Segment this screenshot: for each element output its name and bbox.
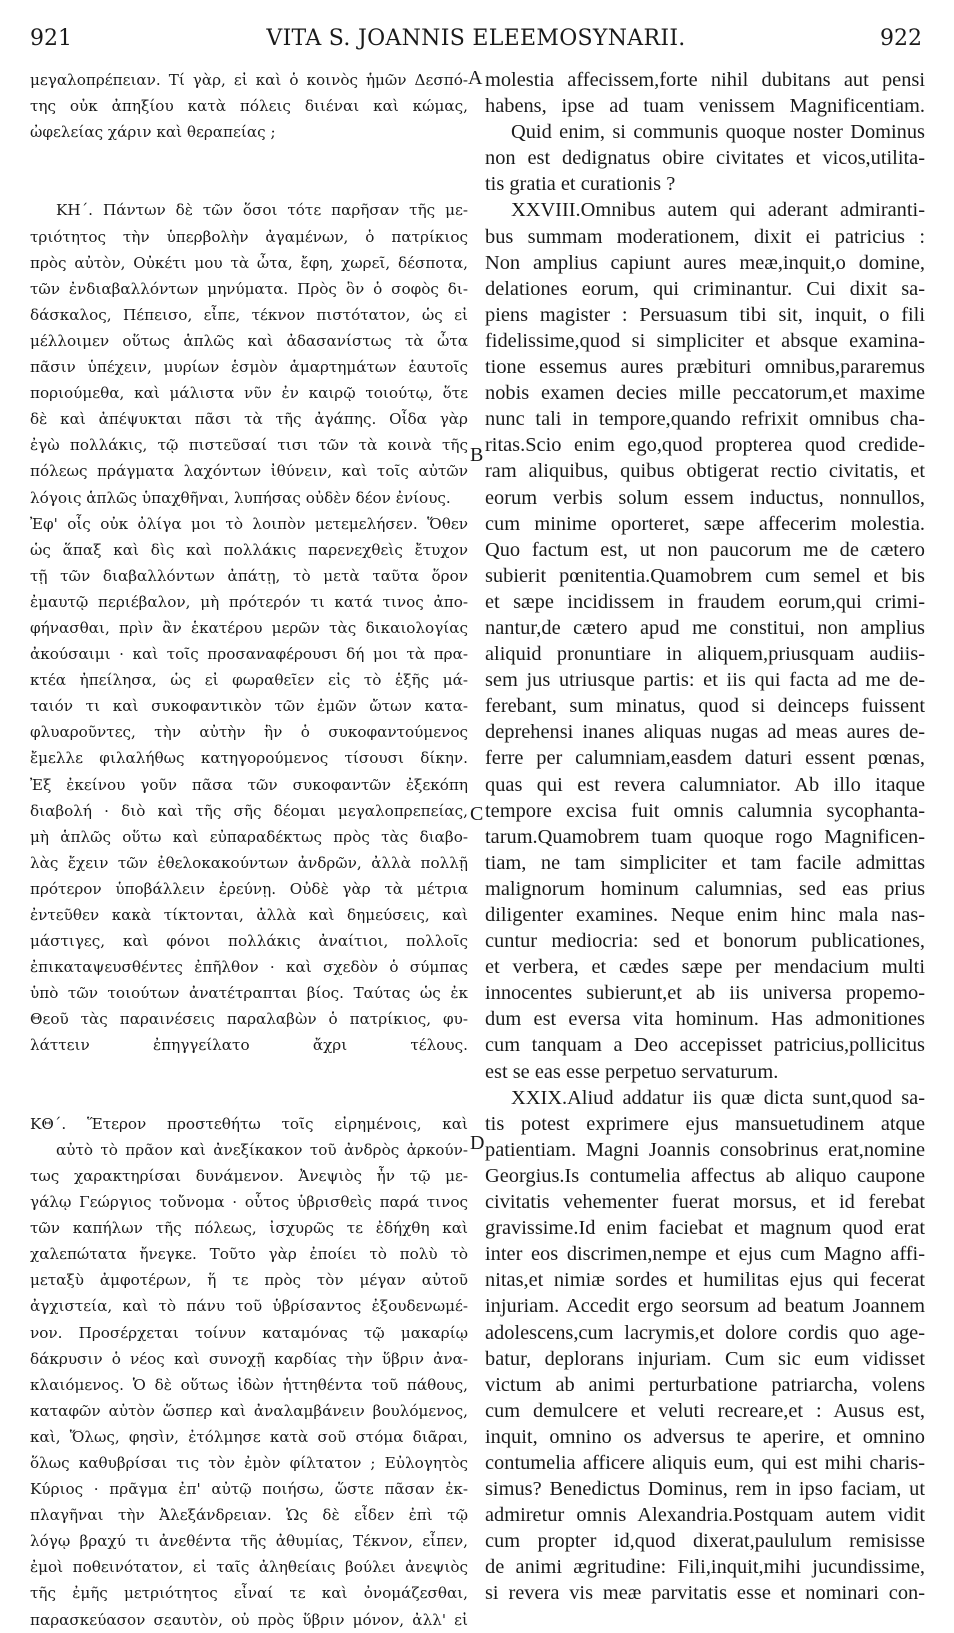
text-line: ΚΘ΄. Ἕτερον προστεθήτω τοῖς εἰρημένοις, καὶ — [30, 1114, 468, 1133]
text-line: deprehensi inanes aliquas nugas ad meas aures de- — [485, 721, 925, 744]
page-number-left: 921 — [30, 26, 72, 51]
running-title: VITA S. JOANNIS ELEEMOSYNARII. — [266, 26, 686, 51]
text-line: et sæpe incidissem in fraudem eorum,qui crimi- — [485, 590, 925, 613]
text-line: patientiam. Magni Joannis consobrinus erat,nomine — [485, 1138, 925, 1161]
text-line: est se eas esse perpetuo servaturum. — [485, 1060, 779, 1083]
text-line: ὠφελείας χάριν καὶ θεραπείας ; — [30, 123, 276, 142]
text-line: si revera vis meæ parvitatis esse et nominari con- — [485, 1582, 925, 1605]
text-line — [30, 171, 468, 197]
text-line: αὐτὸ τὸ πρᾶον καὶ ἀνεξίκακον τοῦ ἀνδρὸς ἀρκούν- — [56, 1140, 468, 1159]
latin-column — [485, 67, 925, 1607]
text-line: διαβολή · διὸ καὶ τῆς σῆς δέομαι μεγαλοπρεπείας, — [30, 801, 468, 820]
text-line: μὴ ἁπλῶς οὕτω καὶ εὐπαραδέκτως πρὸς τὰς διαβο- — [30, 827, 468, 846]
text-line: παρασκεύασον σεαυτὸν, οὐ πρὸς ὕβριν μόνον, ἀλλ' εἰ — [30, 1610, 468, 1629]
text-line: ὡς ἅπαξ καὶ δὶς καὶ πολλάκις παρενεχθεὶς ἔτυχον — [30, 540, 468, 559]
text-line: λόγῳ βραχύ τι ἀνεθέντα τῆς ἀθυμίας, Τέκνον, εἶπεν, — [30, 1532, 468, 1551]
text-line: ἔμελλε φιλαλήθως κατηγορούμενος τίσουσι δίκην. — [30, 749, 468, 768]
text-line: Non amplius capiunt aures meæ,inquit,o domine, — [485, 251, 925, 274]
text-line: quas qui est revera calumniator. Ab illo itaque — [485, 773, 925, 796]
text-line: piens magister : Persuasum tibi sit, inquit, o fili — [485, 303, 925, 326]
text-line: tis potest exprimere ejus mansuetudinem atque — [485, 1112, 925, 1135]
text-line: eorum verbis solum essem inductus, nonnullos, — [485, 486, 925, 509]
text-line: fidelissime,quod si simpliciter et absque examina- — [485, 329, 925, 352]
text-line: simus? Benedictus Dominus, rem in ipso faciam, ut — [485, 1478, 925, 1501]
text-line: μεταξὺ ἀμφοτέρων, ἥ τε πρὸς τὸν μέγαν αὐτοῦ — [30, 1271, 468, 1290]
text-line: τῆς ἐμῆς μετριότητος εἶναί τε καὶ ὀνομάζεσθαι, — [30, 1584, 468, 1603]
text-line: νον. Προσέρχεται τοίνυν καταμόνας τῷ μακαρίῳ — [30, 1323, 468, 1342]
text-line — [30, 145, 468, 171]
text-line: tione essemus aures præbituri omnibus,pararemus — [485, 356, 925, 379]
text-line: malignorum hominum calumnias, sed eas prius — [485, 877, 925, 900]
text-line: habens, ipse ad tuam venissem Magnificentiam. — [485, 95, 925, 118]
text-line: φλυαροῦντες, τὴν αὐτὴν ἣν ὁ συκοφαντούμενος — [30, 723, 468, 742]
text-line: τῶν καπήλων τῆς πόλεως, ἰσχυρῶς τε ἐδήχθη καὶ — [30, 1219, 468, 1238]
text-line: adolescens,cum lacrymis,et dolore cordis quo age- — [485, 1321, 925, 1344]
text-line: ἐπικαταψευσθέντες ἐπῆλθον · καὶ σχεδὸν ὁ σύμπας — [30, 958, 468, 977]
text-line: tarum.Quamobrem tuam quoque rogo Magnificen- — [485, 825, 925, 848]
text-line: ΚΗ΄. Πάντων δὲ τῶν ὅσοι τότε παρῆσαν τῆς με- — [56, 201, 468, 220]
text-line: de animi ægritudine: Fili,inquit,mihi jucundissime, — [485, 1556, 925, 1579]
text-line: ταιόν τι καὶ συκοφαντικὸν τῶν ἐμῶν ὤτων κατα- — [30, 697, 468, 716]
text-line: πρὸς αὐτὸν, Οὐκέτι μου τὰ ὦτα, ἔφη, χωρεῖ, δέσποτα, — [30, 253, 468, 272]
text-line: nantur,de cætero apud me constitui, non amplius — [485, 616, 925, 639]
text-line: cuntur mediocria: sed et bonorum publicationes, — [485, 930, 925, 953]
text-line: nitas,et nimiæ sordes et humilitas ejus qui fecerat — [485, 1269, 925, 1292]
text-line: et verbera, et cædes sæpe per mendacium multi — [485, 956, 925, 979]
text-line: τριότητος τὴν ὑπερβολὴν ἀγαμένων, ὁ πατρίκιος — [30, 227, 468, 246]
text-line: δάσκαλος, Πέπεισο, εἶπε, τέκνον πιστότατον, ὡς εἰ — [30, 305, 468, 324]
text-line: Θεοῦ τὰς παραινέσεις παραλαβὼν ὁ πατρίκιος, φυ- — [30, 1010, 468, 1029]
text-line: ἀγχιστεία, καὶ τὸ πάνυ τοῦ ὑβρίσαντος ἐξουδενωμέ- — [30, 1297, 468, 1316]
text-line — [30, 1059, 468, 1085]
text-line: cum tanquam a Deo accepisset patricius,pollicitus — [485, 1034, 925, 1057]
text-line: πλαγῆναι τὴν Ἀλεξάνδρειαν. Ὡς δὲ εἶδεν ἐπὶ τῷ — [30, 1506, 468, 1525]
text-line: tis gratia et curationis ? — [485, 173, 676, 196]
text-line: μέλλοιμεν οὕτως ἁπλῶς καὶ ἀδασανίστως τὰ ὦτα — [30, 331, 468, 350]
text-line: cum demulcere et veluti recreare,et : Ausus est, — [485, 1399, 925, 1422]
text-line: της οὐκ ἀπηξίου κατὰ πόλεις διιέναι καὶ κώμας, — [30, 97, 468, 116]
text-line: γάλῳ Γεώργιος τοὔνομα · οὗτος ὑβρισθεὶς παρά τινος — [30, 1193, 468, 1212]
page-number-right: 922 — [880, 26, 922, 51]
margin-letter-d: D — [470, 1132, 485, 1154]
text-line: καταφῶν αὐτὸν ὥσπερ καὶ ἀναλαμβάνειν βουλόμενος, — [30, 1401, 468, 1420]
text-line: πρότερον ὑποβάλλειν ἐρεύνῃ. Οὐδὲ γὰρ τὰ μέτρια — [30, 879, 468, 898]
text-line: gravissime.Id enim faciebat et magnum quod erat — [485, 1217, 925, 1240]
text-line: inter eos discrimen,nempe et ejus cum Magno affi- — [485, 1243, 925, 1266]
text-line: cum propter id,quod dixerat,paululum remisisse — [485, 1530, 925, 1553]
text-line: κλαιόμενος. Ὁ δὲ οὕτως ἰδὼν ἡττηθέντα τοῦ πάθους, — [30, 1375, 468, 1394]
text-line: Quid enim, si communis quoque noster Dominus — [511, 121, 925, 144]
margin-letter-a: A — [468, 67, 483, 89]
text-line: τως χαρακτηρίσαι δυνάμενον. Ἀνεψιὸς ἦν τῷ με- — [30, 1166, 468, 1185]
text-line: μάστιγες, καὶ φόνοι πολλάκις ἀναίτιοι, πολλοῖς — [30, 932, 468, 951]
text-line: τῇ τῶν διαβαλλόντων ἀπάτῃ, τὸ μετὰ ταῦτα ὅρον — [30, 566, 468, 585]
text-line: contumelia afficere aliquis eum, qui est mihi charis- — [485, 1451, 925, 1474]
text-line — [30, 1085, 468, 1111]
text-line: victum ab animi perturbatione patriarcha, volens — [485, 1373, 925, 1396]
text-line: cum minime oporteret, sæpe affecerim molestia. — [485, 512, 925, 535]
text-line: ὑπὸ τῶν τοιούτων ἀνατέτραπται βίος. Ταύτας ὡς ἐκ — [30, 984, 468, 1003]
text-line: innocentes subierunt,et ab iis universa propemo- — [485, 982, 925, 1005]
text-line: Ἐξ ἐκείνου γοῦν πᾶσα τῶν συκοφαντῶν ἐξεκόπη — [30, 775, 468, 794]
text-line: ποριούμεθα, καὶ μάλιστα νῦν ἐν καιρῷ τοιούτῳ, ὅτε — [30, 384, 468, 403]
text-line: ἐγὼ πολλάκις, τῷ πιστεῦσαί τισι τῶν τὰ κοινὰ τῆς — [30, 436, 468, 455]
text-line: δὲ καὶ ἀπέψυκται πᾶσι τὰ τῆς ἀγάπης. Οἶδα γὰρ — [30, 410, 468, 429]
margin-letter-c: C — [470, 803, 484, 825]
text-line: delationes eorum, qui criminantur. Cui dixit sa- — [485, 277, 925, 300]
text-line: Georgius.Is contumelia affectus ab aliquo caupone — [485, 1164, 925, 1187]
text-line: φήνασθαι, πρὶν ἂν ἑκατέρου μερῶν τὰς δικαιολογίας — [30, 618, 468, 637]
greek-column — [30, 67, 468, 1633]
text-line: μεγαλοπρέπειαν. Τί γὰρ, εἰ καὶ ὁ κοινὸς ἡμῶν Δεσπό- — [30, 71, 468, 89]
margin-letter-b: B — [470, 444, 484, 466]
text-line: nunc tali in tempore,quando refrixit omnibus cha- — [485, 408, 925, 431]
text-line: χαλεπώτατα ἤνεγκε. Τοῦτο γὰρ ἐποίει τὸ πολὺ τὸ — [30, 1245, 468, 1264]
text-line: Quo factum est, ut non paucorum me de cætero — [485, 538, 925, 561]
text-line: aliquid pronuntiare in aliquem,priusquam audiis- — [485, 643, 925, 666]
text-line: Κύριος · πρᾶγμα ἐπ' αὐτῷ ποιήσω, ὥστε πᾶσαν ἐκ- — [30, 1480, 468, 1499]
text-line: sem jus utriusque partis: et iis qui facta ad me de- — [485, 669, 925, 692]
text-line: XXVIII.Omnibus autem qui aderant admiranti- — [511, 199, 925, 222]
text-line: ἐμαυτῷ περιέβαλον, μὴ πρότερόν τι κατά τινος ἀπο- — [30, 592, 468, 611]
text-line: ferebant, sum minatus, quod si deinceps fuissent — [485, 695, 925, 718]
text-line: civitatis vehementer fuerat morsus, et id ferebat — [485, 1191, 925, 1214]
text-line: inquit, omnino os adversus te aperire, et omnino — [485, 1425, 925, 1448]
text-line: δάκρυσιν ὁ νέος καὶ συνοχῇ καρδίας τὴν ὕβριν ἀνα- — [30, 1349, 468, 1368]
text-line: ὅλως καθυβρίσαι τις τὸν ἐμὸν φίλτατον ; Εὐλογητὸς — [30, 1453, 468, 1472]
text-line: ἐντεῦθεν κακὰ τίκτονται, ἀλλὰ καὶ δημεύσεις, καὶ — [30, 906, 468, 924]
text-line: πᾶσιν ὑπέχειν, μυρίων ἑσμὸν ἁμαρτημάτων ἑαυτοῖς — [30, 358, 468, 377]
text-line: ram aliquibus, quibus obtigerat rectio civitatis, et — [485, 460, 925, 483]
text-line: τῶν ἐνδιαβαλλόντων μηνύματα. Πρὸς ὃν ὁ σοφὸς δι- — [30, 279, 468, 298]
text-line: λάττειν ἐπηγγείλατο ἄχρι τέλους. — [30, 1036, 468, 1055]
text-line: ritas.Scio enim ego,quod propterea quod credide- — [485, 434, 925, 457]
text-line: admiretur omnis Alexandria.Postquam autem vidit — [485, 1504, 925, 1527]
text-line: diligenter examines. Neque enim hinc mala nas- — [485, 904, 925, 926]
text-line: molestia affecissem,forte nihil dubitans aut pensi — [485, 69, 925, 91]
text-line: tiam, ne tam simpliciter et tam facile admittas — [485, 851, 925, 874]
text-line: dum est eversa vita hominum. Has admonitiones — [485, 1008, 925, 1031]
text-line: ferre per calumniam,easdem daturi essent pœnas, — [485, 747, 925, 770]
text-line: καὶ, Ὅλως, φησὶν, ἐτόλμησε κατὰ σοῦ στόμα διᾶραι, — [30, 1427, 468, 1446]
text-line: XXIX.Aliud addatur iis quæ dicta sunt,quod sa- — [511, 1086, 925, 1109]
text-line: κτέα ἠπείλησα, ὡς εἰ φωραθεῖεν εἰς τὸ ἑξῆς μά- — [30, 671, 468, 690]
text-line: λὰς ἔχειν τῶν ἐθελοκακούντων ἀνδρῶν, ἀλλὰ πολλῇ — [30, 853, 468, 872]
text-line: Ἐφ' οἷς οὐκ ὀλίγα μοι τὸ λοιπὸν μετεμελήσεν. Ὅθεν — [30, 514, 468, 533]
text-line: batur, deplorans injuriam. Cum sic eum vidisset — [485, 1347, 925, 1370]
text-line: πόλεως πράγματα λαχόντων ἰθύνειν, καὶ τοῖς αὐτῶν — [30, 462, 468, 481]
text-line: ἐμοὶ ποθεινότατον, εἰ ταῖς ἀληθείαις βούλει ἀνεψιὸς — [30, 1558, 468, 1577]
text-line: tempore excisa fuit omnis calumnia sycophanta- — [485, 799, 925, 822]
text-line: ἀκούσαιμι · καὶ τοῖς προσαναφέρουσι δή μοι τὰ πρα- — [30, 645, 468, 664]
text-line: subierit pœnitentia.Quamobrem cum semel et bis — [485, 564, 925, 587]
text-line: non est dedignatus obire civitates et vicos,utilita- — [485, 147, 925, 170]
page-header — [30, 26, 922, 56]
text-line: injuriam. Accedit ergo seorsum ad beatum Joannem — [485, 1295, 925, 1318]
text-line: nobis examen decies mille peccatorum,et maxime — [485, 382, 925, 405]
text-line: bus summam moderationem, dixit ei patricius : — [485, 225, 925, 248]
text-line: λόγοις ἁπλῶς ὑπαχθῆναι, λυπήσας οὐδὲν δέον ἐνίους. — [30, 488, 451, 507]
